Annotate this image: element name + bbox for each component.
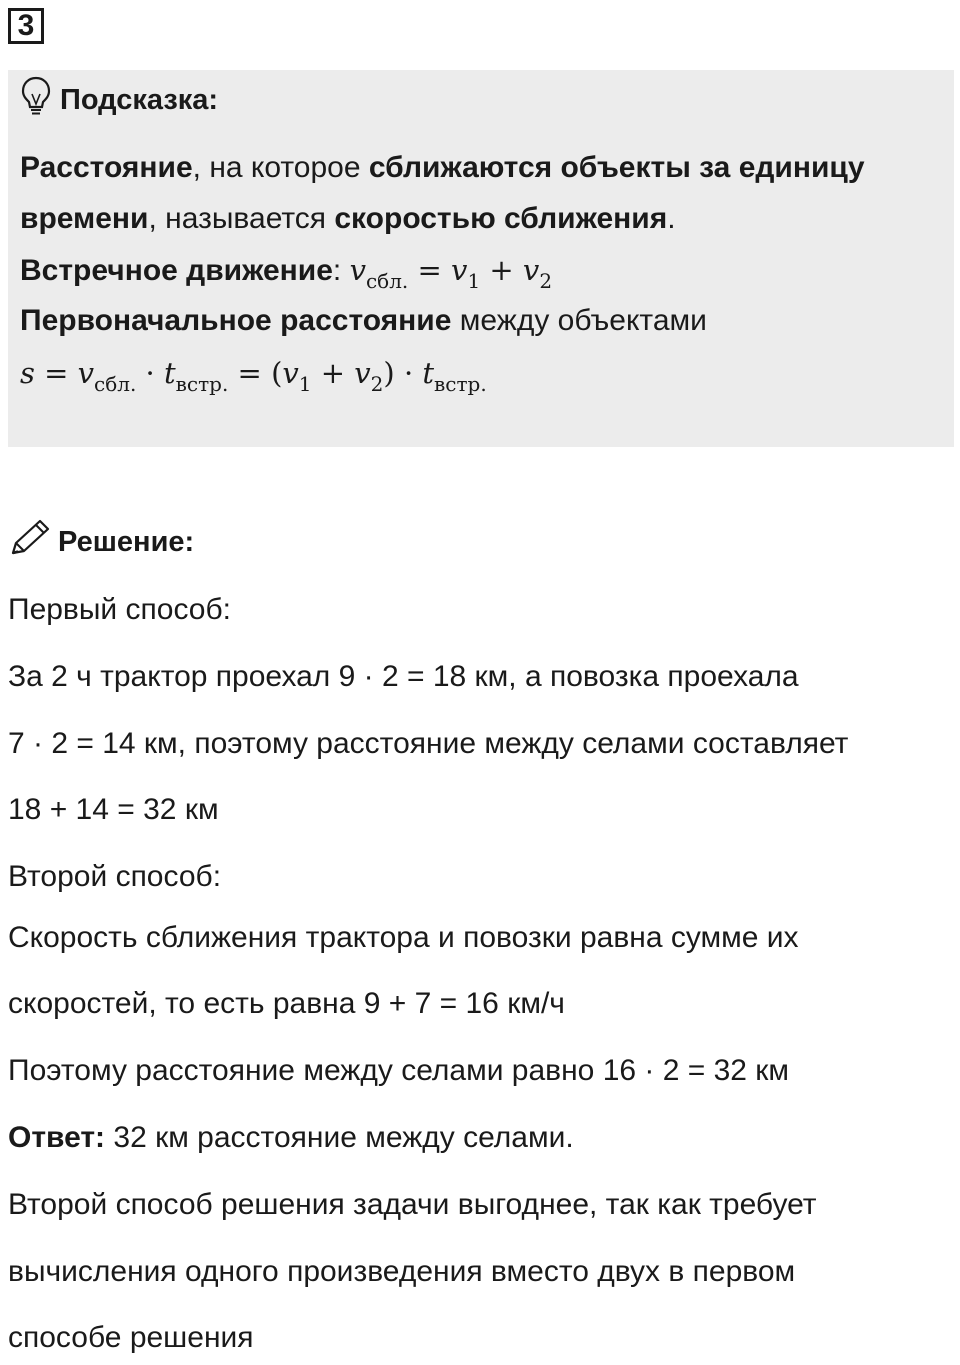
hint-text: : xyxy=(332,254,350,287)
solution-line: Второй способ решения задачи выгоднее, так как требует xyxy=(8,1188,817,1221)
solution-line: 7 · 2 = 14 км, поэтому расстояние между селами составляет xyxy=(8,727,849,760)
hint-text: , на которое xyxy=(192,151,369,184)
hint-formula-distance xyxy=(20,353,487,394)
solution-line: способе решения xyxy=(8,1321,254,1354)
solution-line: Первый способ: xyxy=(8,593,231,626)
lightbulb-icon xyxy=(20,76,60,124)
formula-distance: $s = v_{сбл.} \cdot t_{встр.} = (v_1 + v_2) \cdot t_{встр.}$ xyxy=(20,356,487,396)
hint-title-text: Подсказка: xyxy=(60,83,219,116)
solution-line: 18 + 14 = 32 км xyxy=(8,793,219,826)
hint-paragraph-2 xyxy=(20,199,676,239)
pencil-icon xyxy=(8,518,58,566)
hint-paragraph-3 xyxy=(20,250,552,291)
hint-box xyxy=(8,70,954,447)
hint-term-oncoming: Встречное движение xyxy=(20,254,333,287)
hint-paragraph-4 xyxy=(20,301,707,341)
hint-term: времени xyxy=(20,202,149,235)
solution-line: За 2 ч трактор проехал 9 · 2 = 18 км, а повозка проехала xyxy=(8,660,799,693)
hint-term: сближаются объекты за единицу xyxy=(368,151,865,184)
hint-text: . xyxy=(667,202,676,235)
formula-approach-speed: $v_{сбл.} = v_1 + v_2$ xyxy=(349,253,553,293)
answer-text: 32 км расстояние между селами. xyxy=(105,1121,574,1154)
solution-title-text: Решение: xyxy=(58,525,195,558)
hint-text: между объектами xyxy=(451,304,707,337)
hint-term-initial-distance: Первоначальное расстояние xyxy=(20,304,452,337)
solution-line: вычисления одного произведения вместо двух в первом xyxy=(8,1255,796,1288)
answer-line xyxy=(8,1118,574,1158)
task-number: 3 xyxy=(8,8,44,44)
hint-paragraph-1 xyxy=(20,148,865,188)
answer-label: Ответ: xyxy=(8,1121,106,1154)
hint-term-approach-speed: скоростью сближения xyxy=(334,202,668,235)
solution-line: Скорость сближения трактора и повозки равна сумме их xyxy=(8,921,799,954)
hint-title xyxy=(20,80,218,120)
solution-line: скоростей, то есть равна 9 + 7 = 16 км/ч xyxy=(8,987,565,1020)
hint-text: , называется xyxy=(148,202,335,235)
solution-line: Поэтому расстояние между селами равно 16 · 2 = 32 км xyxy=(8,1054,790,1087)
solution-line: Второй способ: xyxy=(8,860,222,893)
hint-term-distance: Расстояние xyxy=(20,151,193,184)
solution-title xyxy=(8,520,194,564)
